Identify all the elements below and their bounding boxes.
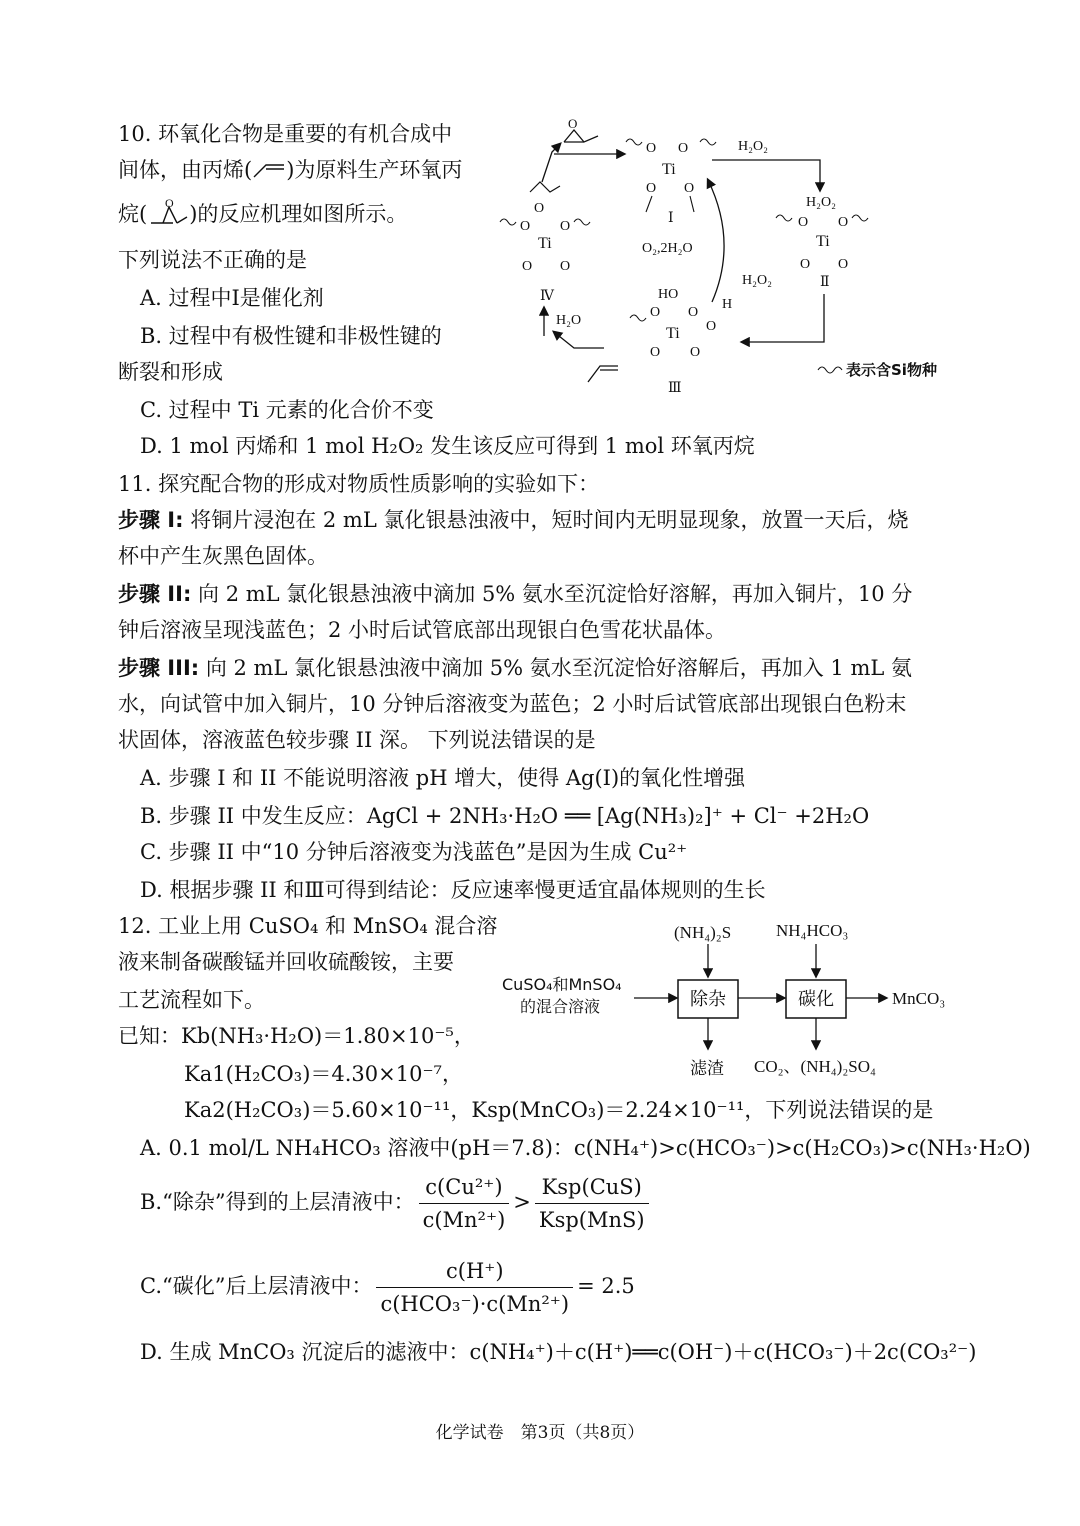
carbonation-label: 碳化 [798, 989, 834, 1010]
o-label: O [690, 345, 701, 360]
filter-residue-label: 滤渣 [690, 1059, 724, 1079]
o-label: O [838, 215, 849, 230]
reagent-ammonium-bicarbonate: NH₄HCO₃ [776, 921, 849, 940]
o-label: O [838, 257, 849, 272]
q12-option-b [140, 1172, 653, 1234]
fraction-den-hco3-mn: c(HCO₃⁻)·c(Mn²⁺) [380, 1292, 570, 1316]
species-iv [500, 182, 590, 304]
product-mnco3: MnCO₃ [892, 989, 946, 1008]
fraction-num-h: c(H⁺) [376, 1257, 573, 1288]
h2o-label: H₂O [556, 313, 582, 328]
epoxide-o-label: O [568, 116, 578, 131]
o-label: O [688, 305, 699, 320]
species-i [626, 139, 716, 226]
q10-stem-l2b: )为原料生产环氧丙 [286, 158, 463, 182]
fraction-num-ksp-cus: Ksp(CuS) [535, 1173, 649, 1204]
q11-step1-text: 将铜片浸泡在 2 mL 氯化银悬浊液中，短时间内无明显现象，放置一天后，烧 [183, 508, 909, 532]
q12-option-c [140, 1256, 635, 1318]
process-flowchart [498, 912, 968, 1082]
fraction-h-over-hco3-mn [376, 1257, 573, 1318]
q10-option-a: A. 过程中I是催化剂 [140, 286, 324, 310]
q11-step2-line2: 钟后溶液呈现浅蓝色；2 小时后试管底部出现银白色雪花状晶体。 [118, 618, 727, 642]
q10-stem-line1: 10. 环氧化合物是重要的有机合成中 [118, 122, 453, 146]
q10-option-d: D. 1 mol 丙烯和 1 mol H₂O₂ 发生该反应可得到 1 mol 环氧丙烷 [140, 434, 755, 458]
fraction-num-cu: c(Cu²⁺) [419, 1173, 510, 1204]
q12-stem-line2: 液来制备碳酸锰并回收硫酸铵，主要 [118, 950, 454, 974]
q10-stem-l2a: 间体，由丙烯( [118, 158, 253, 182]
ti-label-iii: Ti [666, 325, 680, 342]
label-i: Ⅰ [668, 211, 674, 226]
q12-stem-line3: 工艺流程如下。 [118, 988, 265, 1012]
h2o2-ii-label: H₂O₂ [806, 195, 836, 210]
ti-label-iv: Ti [538, 235, 552, 252]
o-label: O [534, 201, 545, 216]
o-label: O [706, 319, 717, 334]
gt-sign: > [513, 1190, 531, 1214]
feed-solution-label-2: 的混合溶液 [520, 997, 601, 1016]
h2o2-top-label: H₂O₂ [738, 139, 768, 154]
o-label: O [646, 141, 657, 156]
q10-option-b-line1: B. 过程中有极性键和非极性键的 [140, 324, 442, 348]
o-label: O [650, 345, 661, 360]
q11-stem: 11. 探究配合物的形成对物质性质影响的实验如下： [118, 472, 600, 496]
reaction-mechanism-diagram [494, 112, 974, 402]
feed-solution-label: CuSO₄和MnSO₄ [502, 975, 622, 994]
si-species-icon [818, 367, 842, 373]
q11-step2-line1 [118, 576, 912, 612]
h-label: H [722, 297, 733, 312]
q10-option-b-line2: 断裂和形成 [118, 360, 223, 384]
arrow-iv-to-epoxide [542, 144, 560, 182]
arrow-ii-to-iii [742, 294, 824, 342]
q10-prompt: 下列说法不正确的是 [118, 248, 307, 272]
o2-2h2o-label: O₂,2H₂O [642, 241, 693, 256]
q10-option-c: C. 过程中 Ti 元素的化合价不变 [140, 398, 434, 422]
o-label: O [646, 181, 657, 196]
q12-option-c-prefix: C.“碳化”后上层清液中： [140, 1274, 373, 1298]
q11-step2-text: 向 2 mL 氯化银悬浊液中滴加 5% 氨水至沉淀恰好溶解，再加入铜片，10 分 [191, 582, 913, 606]
q12-option-a: A. 0.1 mol/L NH₄HCO₃ 溶液中(pH＝7.8)：c(NH₄⁺)>c(HCO₃⁻)>c(H₂CO₃)>c(NH₃·H₂O) [140, 1136, 1031, 1160]
propylene-oxide-icon [147, 197, 189, 227]
arrow-i-to-ii [712, 160, 820, 190]
ho-label: HO [658, 287, 679, 302]
q11-step3-line2: 水，向试管中加入铜片，10 分钟后溶液变为蓝色；2 小时后试管底部出现银白色粉末 [118, 692, 907, 716]
o-label: O [678, 141, 689, 156]
q11-step3-text: 向 2 mL 氯化银悬浊液中滴加 5% 氨水至沉淀恰好溶解后，再加入 1 mL 氨 [199, 656, 912, 680]
q12-option-b-prefix: B.“除杂”得到的上层清液中： [140, 1190, 415, 1214]
q12-stem-line1: 12. 工业上用 CuSO₄ 和 MnSO₄ 混合溶 [118, 914, 498, 938]
h2o2-mid-label: H₂O₂ [742, 273, 772, 288]
label-iv: Ⅳ [540, 289, 554, 304]
fraction-den-ksp-mns: Ksp(MnS) [538, 1208, 645, 1232]
ti-label-ii: Ti [816, 233, 830, 250]
species-ii [776, 195, 868, 290]
o-label: O [684, 181, 695, 196]
q12-known-3: Ka2(H₂CO₃)＝5.60×10⁻¹¹，Ksp(MnCO₃)＝2.24×10⁻¹¹，下列说法错误的是 [184, 1098, 934, 1122]
fraction-ksp [535, 1173, 649, 1234]
q10-stem-line2 [118, 152, 462, 188]
o-label: O [560, 259, 571, 274]
label-ii: Ⅱ [820, 275, 830, 290]
byproducts-label: CO₂、(NH₄)₂SO₄ [754, 1057, 876, 1076]
q12-known-1: 已知：Kb(NH₃·H₂O)＝1.80×10⁻⁵， [118, 1024, 475, 1048]
label-iii: Ⅲ [668, 381, 682, 396]
o-label: O [520, 219, 531, 234]
q10-stem-l3a: 烷( [118, 202, 148, 226]
impurity-removal-label: 除杂 [690, 989, 726, 1010]
arrow-iii-to-iv [554, 332, 604, 348]
q11-step3-label: 步骤 III: [118, 656, 200, 680]
fraction-den-mn: c(Mn²⁺) [422, 1208, 506, 1232]
q11-step3-line1 [118, 650, 912, 686]
q11-option-c: C. 步骤 II 中“10 分钟后溶液变为浅蓝色”是因为生成 Cu²⁺ [140, 840, 688, 864]
q11-step3-line3: 状固体，溶液蓝色较步骤 II 深。 下列说法错误的是 [118, 728, 596, 752]
ti-label-i: Ti [662, 161, 676, 178]
equals-value: = 2.5 [577, 1274, 635, 1298]
arrow-iii-to-i [708, 180, 724, 302]
o-label: O [522, 259, 533, 274]
si-species-legend: 表示含Si物种 [846, 361, 937, 379]
q11-step1-label: 步骤 I: [118, 508, 184, 532]
reagent-ammonium-sulfide: (NH₄)₂S [674, 923, 732, 942]
epoxide-product-icon [564, 130, 598, 142]
o-label: O [798, 215, 809, 230]
q11-step1-line1 [118, 502, 908, 538]
species-iii [630, 287, 732, 396]
q11-option-a: A. 步骤 I 和 II 不能说明溶液 pH 增大，使得 Ag(I)的氧化性增强 [140, 766, 746, 790]
fraction-cu-mn [419, 1173, 510, 1234]
svg-text:O: O [165, 197, 174, 210]
o-label: O [560, 219, 571, 234]
page-footer: 化学试卷 第3页（共8页） [435, 1423, 645, 1443]
q11-option-b: B. 步骤 II 中发生反应：AgCl + 2NH₃·H₂O ══ [Ag(NH₃)₂]⁺ + Cl⁻ +2H₂O [140, 804, 870, 828]
q11-step2-label: 步骤 II: [118, 582, 192, 606]
q10-stem-line3 [118, 196, 407, 232]
o-label: O [650, 305, 661, 320]
q12-known-2: Ka1(H₂CO₃)＝4.30×10⁻⁷， [184, 1062, 463, 1086]
q10-stem-l3b: )的反应机理如图所示。 [189, 202, 408, 226]
q11-option-d: D. 根据步骤 II 和Ⅲ可得到结论：反应速率慢更适宜晶体规则的生长 [140, 878, 766, 902]
o-label: O [800, 257, 811, 272]
propene-icon [252, 159, 286, 181]
q11-step1-line2: 杯中产生灰黑色固体。 [118, 544, 328, 568]
propene-feed-icon [588, 366, 618, 382]
q12-option-d: D. 生成 MnCO₃ 沉淀后的滤液中：c(NH₄⁺)＋c(H⁺)══c(OH⁻)＋c(HCO₃⁻)＋2c(CO₃²⁻) [140, 1340, 977, 1364]
